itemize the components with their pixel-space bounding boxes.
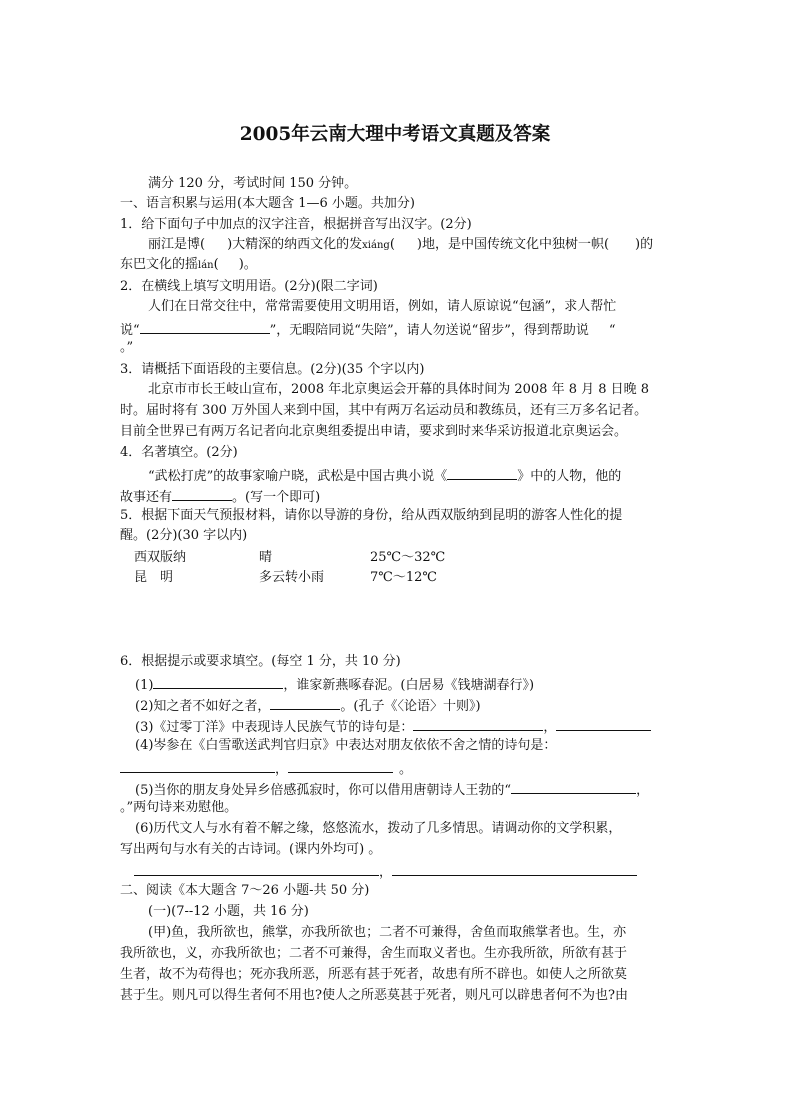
q6-4-comma: ， (275, 762, 289, 777)
q6-item-4: (4)岑参在《白雪歌送武判官归京》中表达对朋友依依不舍之情的诗句是： (135, 738, 557, 753)
section-1-heading: 一、语言积累与运用(本大题含 1—6 小题。共加分) (120, 196, 415, 211)
q4-text-line1 (148, 466, 621, 485)
q3-text-line2: 时。届时将有 300 万外国人来到中国，其中有两万名运动员和教练员，还有三万多名记者。 (120, 403, 648, 418)
q6-6-comma: ， (379, 865, 393, 880)
q4-story-blank[interactable] (172, 487, 232, 501)
q1-sentence-line1 (148, 237, 653, 254)
q2-text-b3: “ (608, 323, 616, 338)
part-1-heading: (一)(7--12 小题，共 16 分) (148, 904, 309, 919)
q4-text-b1: 故事还有 (120, 490, 173, 505)
q6-1-prefix: (1) (135, 678, 154, 693)
q3-text-line1: 北京市市长王岐山宣布，2008 年北京奥运会开幕的具体时间为 2008 年 8 月 8 日晚 8 (148, 382, 650, 397)
q1-pinyin-1: xiáng (362, 240, 390, 251)
q2-text-line3: 。” (120, 340, 134, 355)
q6-item-6-line2: 写出两句与水有关的古诗词。(课内外均可) 。 (120, 842, 382, 857)
q6-3-blank-b[interactable] (556, 717, 651, 731)
q6-4-blank-a[interactable] (120, 759, 275, 773)
q6-6-blank-b[interactable] (392, 862, 637, 876)
q1-text-e: )的 (635, 237, 654, 252)
q6-item-6-blanks (134, 862, 637, 881)
q6-3-blank-a[interactable] (413, 717, 543, 731)
q6-4-blank-b[interactable] (288, 759, 393, 773)
q6-5-comma: ， (636, 783, 650, 798)
passage-line: 生者，故不为苟得也；死亦我所恶，所恶有甚于死者，故患有所不辟也。如使人之所欲莫 (120, 967, 628, 982)
q6-item-3 (135, 717, 651, 736)
exam-info: 满分 120 分，考试时间 150 分钟。 (148, 176, 358, 191)
q2-answer-blank[interactable] (140, 320, 270, 334)
q1-heading: 1．给下面句子中加点的汉字注音，根据拼音写出汉字。(2分) (120, 217, 472, 232)
q3-heading: 3．请概括下面语段的主要信息。(2分)(35 个字以内) (120, 362, 425, 377)
q5-weather-temp-1: 25℃～32℃ (370, 550, 446, 565)
q6-3-comma: ， (543, 720, 557, 735)
q2-text-line1: 人们在日常交往中，常常需要使用文明用语，例如，请人原谅说“包涵”，求人帮忙 (148, 299, 617, 314)
q1-text-f: 东巴文化的摇 (120, 257, 199, 272)
q5-heading-line2: 醒。(2分)(30 字以内) (120, 528, 248, 543)
q3-text-line3: 目前全世界已有两万名记者向北京奥组委提出申请，要求到时来华采访报道北京奥运会。 (120, 424, 628, 439)
q5-weather-condition-2: 多云转小雨 (259, 570, 325, 585)
q2-heading: 2．在横线上填写文明用语。(2分)(限二字词) (120, 279, 378, 294)
q2-text-line2 (120, 320, 616, 339)
q6-6-blank-a[interactable] (134, 862, 379, 876)
q1-sentence-line2 (120, 257, 257, 274)
passage-line: (甲)鱼，我所欲也，熊掌，亦我所欲也；二者不可兼得，舍鱼而取熊掌者也。生，亦 (148, 925, 627, 940)
q1-pinyin-2: lán (198, 260, 214, 271)
q6-item-5 (135, 780, 649, 799)
q6-item-1 (135, 675, 534, 694)
q6-2-suffix: 。(孔子《〈论语〉十则》) (340, 699, 481, 714)
q6-item-5-line2: 。”两句诗来劝慰他。 (120, 800, 238, 815)
q4-text-b2: 。(写一个即可) (232, 490, 321, 505)
q6-2-prefix: (2)知之者不如好之者， (135, 699, 271, 714)
q1-text-c: ( (389, 237, 395, 252)
q6-5-blank-a[interactable] (511, 780, 636, 794)
q4-text-a1: “武松打虎”的故事家喻户晓，武松是中国古典小说《 (148, 469, 448, 484)
q6-2-blank[interactable] (270, 696, 340, 710)
q1-text-b: )大精深的纳西文化的发 (227, 237, 363, 252)
q4-text-line2 (120, 487, 320, 506)
q2-text-b1: 说“ (120, 323, 140, 338)
q4-heading: 4．名著填空。(2分) (120, 445, 238, 460)
q6-4-period: 。 (399, 762, 413, 777)
q4-novel-blank[interactable] (447, 466, 517, 480)
q5-weather-place-2: 昆 明 (134, 570, 174, 585)
q5-heading: 5．根据下面天气预报材料，请你以导游的身份，给从西双版纳到昆明的游客人性化的提 (120, 508, 623, 523)
q6-5-prefix: (5)当你的朋友身处异乡倍感孤寂时，你可以借用唐朝诗人王勃的“ (135, 783, 512, 798)
q4-text-a2: 》中的人物，他的 (517, 469, 622, 484)
q1-text-g: ( (213, 257, 219, 272)
q6-heading: 6．根据提示或要求填空。(每空 1 分，共 10 分) (120, 654, 401, 669)
q1-text-a: 丽江是博( (148, 237, 206, 252)
q6-item-6: (6)历代文人与水有着不解之缘，悠悠流水，拨动了几多情思。请调动你的文学积累， (135, 821, 622, 836)
q1-text-h: )。 (238, 257, 257, 272)
section-2-heading: 二、阅读《本大题含 7～26 小题-共 50 分) (120, 883, 370, 898)
q5-weather-condition-1: 晴 (259, 550, 273, 565)
page-title: 2005年云南大理中考语文真题及答案 (239, 124, 551, 145)
q6-1-suffix: ，谁家新燕啄春泥。(白居易《钱塘湖春行》) (283, 678, 535, 693)
q2-text-b2: ”，无暇陪同说“失陪”，请人勿送说“留步”，得到帮助说 (269, 323, 589, 338)
passage-line: 我所欲也，义，亦我所欲也；二者不可兼得，舍生而取义者也。生亦我所欲，所欲有甚于 (120, 946, 628, 961)
q1-text-d: )地，是中国传统文化中独树一帜( (416, 237, 610, 252)
q6-item-2 (135, 696, 481, 715)
q6-1-blank[interactable] (153, 675, 283, 689)
q5-weather-place-1: 西双版纳 (134, 550, 187, 565)
q5-weather-temp-2: 7℃～12℃ (370, 570, 437, 585)
passage-line: 甚于生。则凡可以得生者何不用也?使人之所恶莫甚于死者，则凡可以辟患者何不为也?由 (120, 988, 628, 1003)
q6-item-4-blanks (120, 759, 412, 778)
q6-3-prefix: (3)《过零丁洋》中表现诗人民族气节的诗句是： (135, 720, 414, 735)
